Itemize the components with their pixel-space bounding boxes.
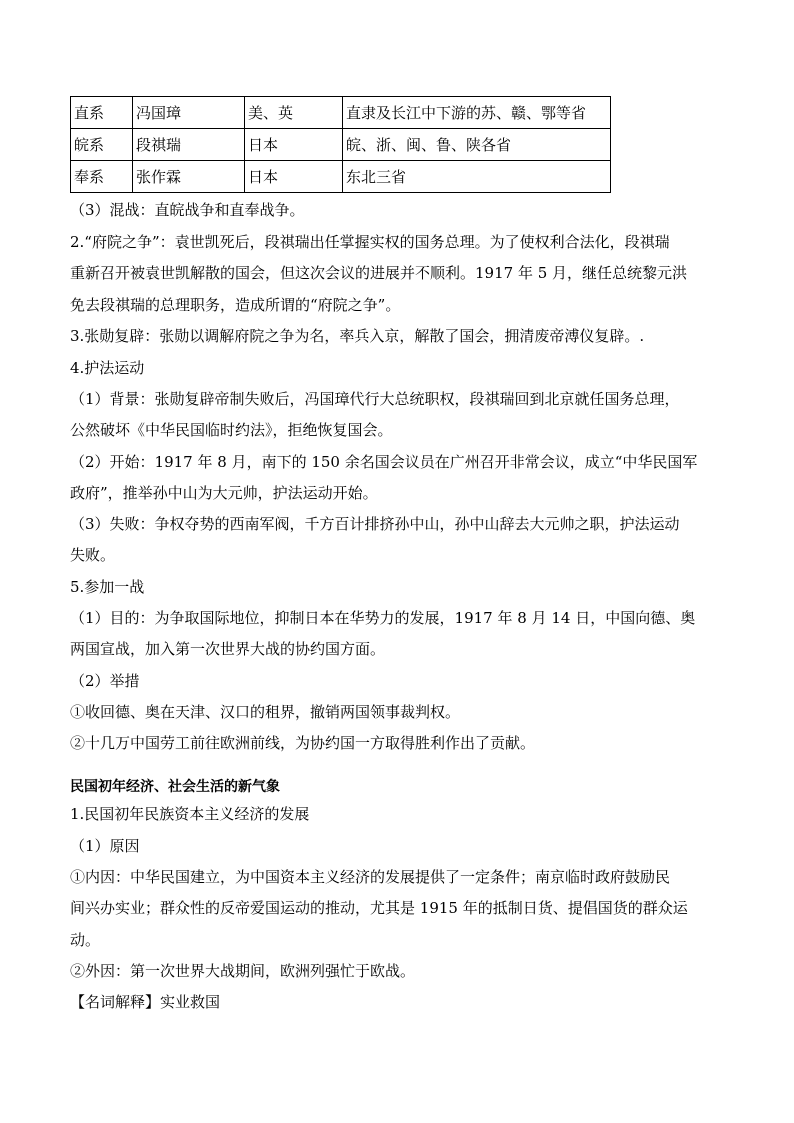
text-line: （1）原因 [70,837,140,855]
text-line: 5.参加一战 [70,578,145,596]
text-line: （1）背景：张勋复辟帝制失败后，冯国璋代行大总统职权，段祺瑞回到北京就任国务总理， [70,390,680,408]
text-line: 1.民国初年民族资本主义经济的发展 [70,805,310,823]
text-line: （3）混战：直皖战争和直奉战争。 [70,201,305,219]
table-cell: 皖、浙、闽、鲁、陕各省 [343,129,611,161]
warlord-factions-table [70,96,611,193]
table-cell: 冯国璋 [133,97,245,129]
text-line: （1）目的：为争取国际地位，抑制日本在华势力的发展，1917 年 8 月 14 日，中国向德、奥 [70,609,696,627]
table-cell: 张作霖 [133,161,245,193]
table-cell: 段祺瑞 [133,129,245,161]
table-cell: 东北三省 [343,161,611,193]
text-line: （2）举措 [70,672,140,690]
text-line: ②十几万中国劳工前往欧洲前线，为协约国一方取得胜利作出了贡献。 [70,734,536,752]
table-row [71,161,611,193]
table-cell: 直系 [71,97,133,129]
text-line: 【名词解释】实业救国 [70,993,221,1011]
table-row [71,97,611,129]
text-line: 2.“府院之争”：袁世凯死后，段祺瑞出任掌握实权的国务总理。为了使权利合法化，段祺瑞 [70,233,670,251]
section-heading: 民国初年经济、社会生活的新气象 [70,779,280,795]
table-cell: 皖系 [71,129,133,161]
text-line: 重新召开被袁世凯解散的国会，但这次会议的进展并不顺利。1917 年 5 月，继任总统黎元洪 [70,264,688,282]
text-line: 公然破坏《中华民国临时约法》，拒绝恢复国会。 [70,421,393,439]
text-line: （2）开始：1917 年 8 月，南下的 150 余名国会议员在广州召开非常会议，成立“中华民国军 [70,453,698,471]
text-line: 3.张勋复辟：张勋以调解府院之争为名，率兵入京，解散了国会，拥清废帝溥仪复辟。. [70,327,645,345]
table-cell: 直隶及长江中下游的苏、赣、鄂等省 [343,97,611,129]
text-line: （3）失败：争权夺势的西南军阀，千方百计排挤孙中山，孙中山辞去大元帅之职，护法运动 [70,515,680,533]
text-line: 4.护法运动 [70,359,145,377]
text-line: ①收回德、奥在天津、汉口的租界，撤销两国领事裁判权。 [70,703,461,721]
text-line: 失败。 [70,546,116,564]
text-line: 政府”，推举孙中山为大元帅，护法运动开始。 [70,484,378,502]
table-cell: 日本 [245,161,343,193]
text-line: 两国宣战，加入第一次世界大战的协约国方面。 [70,640,386,658]
text-line: 动。 [70,931,101,949]
text-line: ①内因：中华民国建立，为中国资本主义经济的发展提供了一定条件；南京临时政府鼓励民 [70,868,671,886]
text-line: 间兴办实业；群众性的反帝爱国运动的推动，尤其是 1915 年的抵制日货、提倡国货的群众运 [70,899,688,917]
text-line: 免去段祺瑞的总理职务，造成所谓的“府院之争”。 [70,296,401,314]
table-cell: 奉系 [71,161,133,193]
table-cell: 美、英 [245,97,343,129]
table-row [71,129,611,161]
table-cell: 日本 [245,129,343,161]
text-line: ②外因：第一次世界大战期间，欧洲列强忙于欧战。 [70,962,416,980]
